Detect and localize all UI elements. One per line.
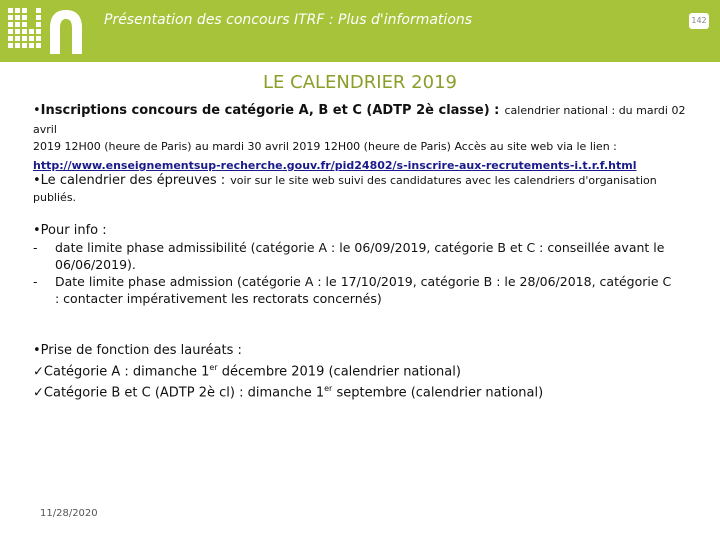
prise-item-text-end: décembre 2019 (calendrier national)	[217, 364, 461, 380]
inscriptions-section	[33, 100, 693, 174]
inscriptions-text-1: calendrier national : du mardi 02 avril	[33, 104, 686, 136]
epreuves-text-2: publiés.	[33, 191, 77, 204]
header-bar	[0, 0, 720, 62]
info-item-text-2: 06/06/2019).	[55, 257, 136, 272]
list-item	[33, 380, 693, 401]
page-number-badge: 142	[689, 13, 709, 29]
info-heading: Pour info :	[40, 223, 107, 238]
list-item	[33, 359, 693, 380]
dash-marker: -	[33, 240, 38, 255]
prise-heading: Prise de fonction des lauréats :	[40, 343, 242, 358]
header-title: Présentation des concours ITRF : Plus d'informations	[104, 12, 473, 28]
footer-date: 11/28/2020	[40, 508, 98, 519]
info-item-text-2: : contacter impérativement les rectorats concernés)	[55, 291, 382, 306]
epreuves-text-1: voir sur le site web suivi des candidatures avec les calendriers d'organisation	[230, 174, 657, 187]
prise-section	[33, 340, 693, 402]
bullet: •	[33, 173, 41, 188]
info-list	[33, 239, 693, 307]
inscriptions-heading: Inscriptions concours de catégorie A, B et C (ADTP 2è classe) :	[40, 103, 500, 118]
slide-title: LE CALENDRIER 2019	[263, 72, 457, 93]
bullet: •	[33, 103, 41, 118]
dash-marker: -	[33, 274, 38, 289]
check-icon: ✓	[33, 385, 44, 401]
prise-item-text: dimanche 1	[243, 385, 325, 401]
prise-item-sup: er	[209, 363, 218, 372]
check-icon: ✓	[33, 364, 44, 380]
list-item	[33, 239, 693, 273]
prise-item-bold: Catégorie A :	[43, 364, 129, 380]
bullet: •	[33, 223, 41, 238]
list-item	[33, 273, 693, 307]
prise-item-bold: Catégorie B et C (ADTP 2è cl) :	[43, 385, 244, 401]
bullet: •	[33, 343, 41, 358]
epreuves-section	[33, 170, 693, 206]
prise-item-text-end: septembre (calendrier national)	[332, 385, 544, 401]
inscriptions-text-2: 2019 12H00 (heure de Paris) au mardi 30 avril 2019 12H00 (heure de Paris) Accès au site web via le lien :	[33, 140, 617, 153]
info-item-text-1: Date limite phase admission (catégorie A : le 17/10/2019, catégorie B : le 28/06/2018, catégorie C	[55, 274, 672, 289]
prise-item-sup: er	[324, 384, 333, 394]
un-logo-icon	[6, 4, 98, 58]
epreuves-heading: Le calendrier des épreuves :	[40, 173, 226, 188]
prise-item-text: dimanche 1	[128, 364, 210, 380]
info-section	[33, 222, 693, 307]
info-item-text-1: date limite phase admissibilité (catégorie A : le 06/09/2019, catégorie B et C : conseillée avant le	[55, 240, 665, 255]
inscriptions-link[interactable]: http://www.enseignementsup-recherche.gouv.fr/pid24802/s-inscrire-aux-recrutements-i.t.r.f.html	[33, 159, 637, 172]
